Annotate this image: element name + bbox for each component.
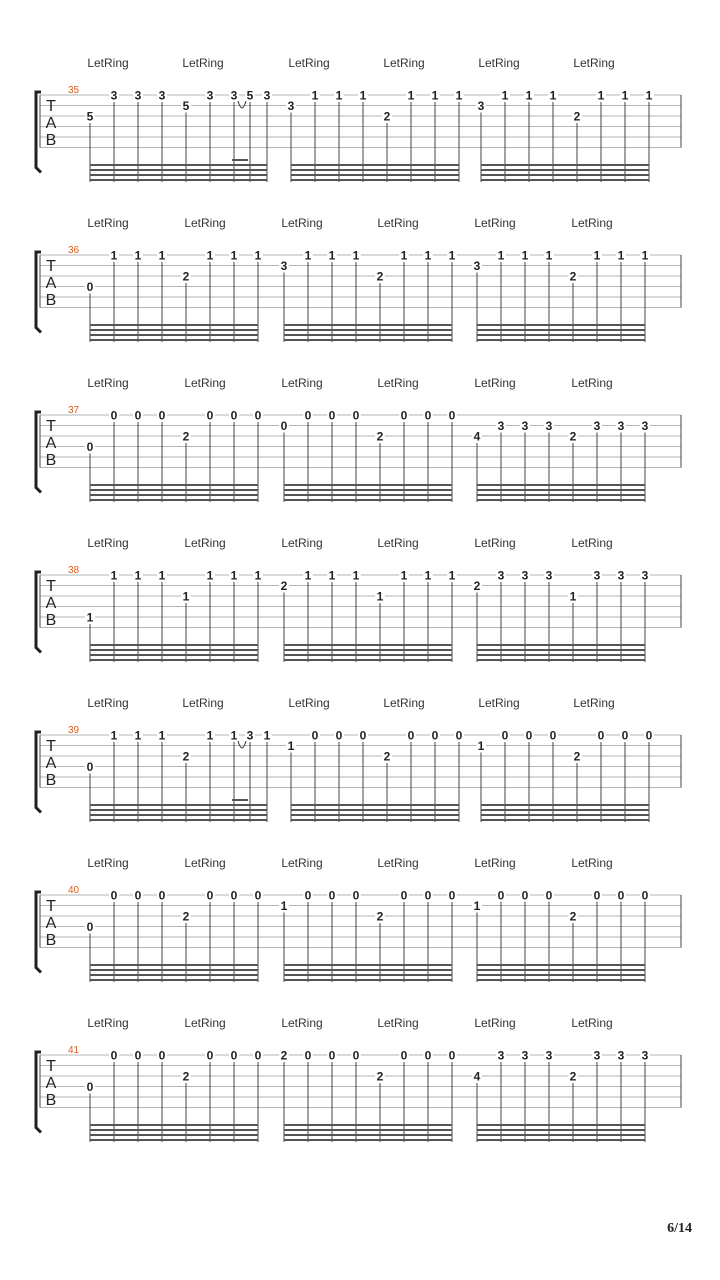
fret-number: 0 [328, 888, 336, 903]
measure-number: 35 [68, 85, 80, 96]
letring-label: LetRing [182, 56, 224, 70]
tie-arc [238, 741, 246, 748]
tab-clef-letter: B [45, 452, 57, 469]
fret-number: 1 [304, 248, 312, 263]
fret-number: 0 [424, 888, 432, 903]
fret-number: 1 [110, 728, 118, 743]
fret-number: 3 [158, 88, 166, 103]
tab-clef-letter: B [45, 132, 57, 149]
fret-number: 3 [593, 1048, 601, 1063]
fret-number: 0 [110, 888, 118, 903]
fret-number: 0 [400, 1048, 408, 1063]
fret-number: 2 [569, 429, 577, 444]
fret-number: 0 [597, 728, 605, 743]
fret-number: 0 [424, 408, 432, 423]
fret-number: 3 [641, 1048, 649, 1063]
fret-number: 1 [230, 728, 238, 743]
fret-number: 0 [455, 728, 463, 743]
tab-clef-letter: B [45, 1092, 57, 1109]
letring-label: LetRing [184, 1016, 226, 1030]
fret-number: 2 [473, 579, 481, 593]
fret-number: 0 [501, 728, 509, 743]
tie-arc [238, 101, 246, 108]
fret-number: 1 [545, 248, 553, 263]
fret-number: 1 [501, 88, 509, 103]
fret-number: 0 [328, 1048, 336, 1063]
fret-number: 1 [254, 248, 262, 263]
tab-clef-letter: A [45, 275, 57, 292]
fret-number: 1 [86, 610, 94, 625]
fret-number: 1 [400, 248, 408, 263]
fret-number: 3 [134, 88, 142, 103]
fret-number: 1 [182, 589, 190, 604]
fret-number: 2 [569, 909, 577, 924]
letring-label: LetRing [184, 856, 226, 870]
tab-clef-letter: A [45, 1075, 57, 1092]
fret-number: 0 [230, 1048, 238, 1063]
letring-label: LetRing [281, 856, 323, 870]
fret-number: 0 [110, 408, 118, 423]
letring-label: LetRing [182, 696, 224, 710]
fret-number: 2 [280, 1048, 288, 1063]
fret-number: 3 [521, 1048, 529, 1063]
fret-number: 3 [617, 1048, 625, 1063]
tab-clef-letter: B [45, 932, 57, 949]
fret-number: 0 [86, 920, 94, 934]
fret-number: 1 [110, 568, 118, 583]
fret-number: 5 [182, 99, 190, 113]
tab-clef-letter: A [45, 115, 57, 132]
letring-label: LetRing [571, 1016, 613, 1030]
letring-label: LetRing [87, 696, 129, 710]
fret-number: 0 [424, 1048, 432, 1063]
letring-label: LetRing [474, 376, 516, 390]
fret-number: 1 [400, 568, 408, 583]
fret-number: 0 [521, 888, 529, 903]
fret-number: 5 [246, 88, 254, 103]
fret-number: 1 [263, 728, 271, 743]
fret-number: 1 [110, 248, 118, 263]
fret-number: 0 [335, 728, 343, 743]
tab-clef-letter: T [46, 258, 56, 275]
letring-label: LetRing [571, 536, 613, 550]
fret-number: 3 [545, 419, 553, 433]
fret-number: 1 [448, 248, 456, 263]
tab-clef-letter: B [45, 772, 57, 789]
fret-number: 1 [311, 88, 319, 103]
fret-number: 1 [448, 568, 456, 583]
fret-number: 1 [477, 739, 485, 753]
fret-number: 0 [158, 408, 166, 423]
fret-number: 1 [158, 568, 166, 583]
fret-number: 3 [477, 99, 485, 113]
fret-number: 0 [621, 728, 629, 743]
fret-number: 2 [573, 109, 581, 124]
letring-label: LetRing [474, 216, 516, 230]
letring-label: LetRing [377, 376, 419, 390]
letring-label: LetRing [87, 1016, 129, 1030]
fret-number: 3 [545, 568, 553, 583]
fret-number: 0 [407, 728, 415, 743]
fret-number: 1 [431, 88, 439, 103]
fret-number: 2 [376, 909, 384, 924]
fret-number: 0 [158, 888, 166, 903]
fret-number: 2 [182, 1069, 190, 1084]
fret-number: 0 [86, 440, 94, 454]
fret-number: 1 [593, 248, 601, 263]
fret-number: 3 [521, 568, 529, 583]
letring-label: LetRing [571, 376, 613, 390]
fret-number: 1 [134, 568, 142, 583]
letring-label: LetRing [87, 216, 129, 230]
fret-number: 2 [182, 429, 190, 444]
fret-number: 1 [304, 568, 312, 583]
fret-number: 0 [448, 1048, 456, 1063]
fret-number: 0 [206, 408, 214, 423]
measure-number: 39 [68, 725, 80, 736]
fret-number: 1 [158, 248, 166, 263]
fret-number: 0 [254, 1048, 262, 1063]
fret-number: 0 [134, 888, 142, 903]
letring-label: LetRing [281, 216, 323, 230]
fret-number: 1 [645, 88, 653, 103]
fret-number: 0 [645, 728, 653, 743]
fret-number: 1 [407, 88, 415, 103]
fret-number: 0 [134, 1048, 142, 1063]
fret-number: 3 [641, 568, 649, 583]
letring-label: LetRing [377, 856, 419, 870]
page-number: 6/14 [667, 1221, 692, 1236]
fret-number: 0 [352, 1048, 360, 1063]
fret-number: 0 [230, 888, 238, 903]
letring-label: LetRing [377, 1016, 419, 1030]
tab-clef-letter: T [46, 418, 56, 435]
fret-number: 1 [352, 568, 360, 583]
letring-label: LetRing [184, 376, 226, 390]
fret-number: 1 [621, 88, 629, 103]
fret-number: 3 [617, 419, 625, 433]
fret-number: 0 [545, 888, 553, 903]
letring-label: LetRing [474, 1016, 516, 1030]
fret-number: 1 [280, 899, 288, 913]
fret-number: 0 [86, 1080, 94, 1094]
letring-label: LetRing [478, 696, 520, 710]
fret-number: 3 [263, 88, 271, 103]
tab-clef-letter: T [46, 1058, 56, 1075]
fret-number: 5 [86, 109, 94, 124]
fret-number: 2 [376, 269, 384, 284]
fret-number: 3 [497, 419, 505, 433]
letring-label: LetRing [478, 56, 520, 70]
fret-number: 0 [549, 728, 557, 743]
letring-label: LetRing [571, 856, 613, 870]
fret-number: 3 [280, 259, 288, 273]
fret-number: 0 [110, 1048, 118, 1063]
letring-label: LetRing [87, 856, 129, 870]
fret-number: 1 [287, 739, 295, 753]
fret-number: 0 [359, 728, 367, 743]
fret-number: 0 [134, 408, 142, 423]
fret-number: 0 [328, 408, 336, 423]
fret-number: 1 [497, 248, 505, 263]
fret-number: 1 [597, 88, 605, 103]
fret-number: 0 [593, 888, 601, 903]
fret-number: 3 [287, 99, 295, 113]
fret-number: 2 [182, 749, 190, 764]
tab-clef-letter: T [46, 578, 56, 595]
fret-number: 1 [641, 248, 649, 263]
fret-number: 1 [569, 589, 577, 604]
fret-number: 1 [206, 728, 214, 743]
letring-label: LetRing [288, 56, 330, 70]
fret-number: 2 [383, 109, 391, 124]
fret-number: 0 [400, 408, 408, 423]
measure-number: 40 [68, 885, 80, 896]
fret-number: 0 [352, 408, 360, 423]
tab-clef-letter: T [46, 738, 56, 755]
fret-number: 0 [641, 888, 649, 903]
fret-number: 1 [617, 248, 625, 263]
fret-number: 3 [230, 88, 238, 103]
tab-clef-letter: T [46, 898, 56, 915]
letring-label: LetRing [184, 536, 226, 550]
tab-clef-letter: A [45, 435, 57, 452]
fret-number: 1 [424, 248, 432, 263]
fret-number: 0 [304, 888, 312, 903]
fret-number: 1 [549, 88, 557, 103]
letring-label: LetRing [87, 56, 129, 70]
letring-label: LetRing [573, 696, 615, 710]
fret-number: 1 [473, 899, 481, 913]
fret-number: 0 [86, 280, 94, 294]
fret-number: 1 [352, 248, 360, 263]
fret-number: 0 [400, 888, 408, 903]
fret-number: 1 [424, 568, 432, 583]
letring-label: LetRing [377, 216, 419, 230]
fret-number: 0 [311, 728, 319, 743]
fret-number: 2 [569, 1069, 577, 1084]
fret-number: 3 [545, 1048, 553, 1063]
letring-label: LetRing [383, 56, 425, 70]
fret-number: 1 [254, 568, 262, 583]
fret-number: 0 [254, 888, 262, 903]
measure-number: 41 [68, 1045, 80, 1056]
tab-clef-letter: A [45, 595, 57, 612]
fret-number: 3 [473, 259, 481, 273]
fret-number: 0 [431, 728, 439, 743]
letring-label: LetRing [281, 376, 323, 390]
fret-number: 3 [593, 568, 601, 583]
fret-number: 3 [593, 419, 601, 433]
fret-number: 1 [525, 88, 533, 103]
fret-number: 1 [335, 88, 343, 103]
fret-number: 3 [246, 728, 254, 743]
fret-number: 0 [206, 888, 214, 903]
fret-number: 0 [254, 408, 262, 423]
fret-number: 3 [206, 88, 214, 103]
fret-number: 3 [497, 568, 505, 583]
fret-number: 1 [134, 248, 142, 263]
fret-number: 2 [383, 749, 391, 764]
measure-number: 37 [68, 405, 80, 416]
fret-number: 2 [182, 909, 190, 924]
tab-clef-letter: B [45, 612, 57, 629]
measure-number: 36 [68, 245, 80, 256]
fret-number: 2 [376, 429, 384, 444]
letring-label: LetRing [288, 696, 330, 710]
fret-number: 0 [525, 728, 533, 743]
fret-number: 1 [206, 248, 214, 263]
fret-number: 1 [328, 568, 336, 583]
fret-number: 0 [497, 888, 505, 903]
letring-label: LetRing [281, 1016, 323, 1030]
fret-number: 1 [158, 728, 166, 743]
tab-clef-letter: T [46, 98, 56, 115]
fret-number: 2 [569, 269, 577, 284]
fret-number: 3 [521, 419, 529, 433]
letring-label: LetRing [474, 536, 516, 550]
letring-label: LetRing [571, 216, 613, 230]
fret-number: 2 [573, 749, 581, 764]
fret-number: 4 [473, 429, 481, 444]
fret-number: 3 [641, 419, 649, 433]
fret-number: 1 [455, 88, 463, 103]
fret-number: 3 [497, 1048, 505, 1063]
fret-number: 1 [359, 88, 367, 103]
letring-label: LetRing [383, 696, 425, 710]
fret-number: 0 [304, 1048, 312, 1063]
fret-number: 0 [86, 760, 94, 774]
fret-number: 1 [230, 568, 238, 583]
fret-number: 0 [352, 888, 360, 903]
tab-clef-letter: B [45, 292, 57, 309]
letring-label: LetRing [184, 216, 226, 230]
fret-number: 0 [230, 408, 238, 423]
fret-number: 0 [206, 1048, 214, 1063]
fret-number: 3 [617, 568, 625, 583]
fret-number: 0 [617, 888, 625, 903]
fret-number: 0 [304, 408, 312, 423]
measure-number: 38 [68, 565, 80, 576]
fret-number: 1 [134, 728, 142, 743]
fret-number: 1 [328, 248, 336, 263]
fret-number: 0 [280, 419, 288, 433]
fret-number: 4 [473, 1069, 481, 1084]
letring-label: LetRing [377, 536, 419, 550]
fret-number: 1 [376, 589, 384, 604]
fret-number: 2 [182, 269, 190, 284]
fret-number: 1 [521, 248, 529, 263]
letring-label: LetRing [281, 536, 323, 550]
fret-number: 1 [206, 568, 214, 583]
letring-label: LetRing [87, 376, 129, 390]
fret-number: 1 [230, 248, 238, 263]
fret-number: 2 [376, 1069, 384, 1084]
fret-number: 2 [280, 579, 288, 593]
letring-label: LetRing [474, 856, 516, 870]
fret-number: 0 [158, 1048, 166, 1063]
tab-clef-letter: A [45, 915, 57, 932]
fret-number: 0 [448, 888, 456, 903]
letring-label: LetRing [87, 536, 129, 550]
fret-number: 3 [110, 88, 118, 103]
fret-number: 0 [448, 408, 456, 423]
tab-clef-letter: A [45, 755, 57, 772]
letring-label: LetRing [573, 56, 615, 70]
